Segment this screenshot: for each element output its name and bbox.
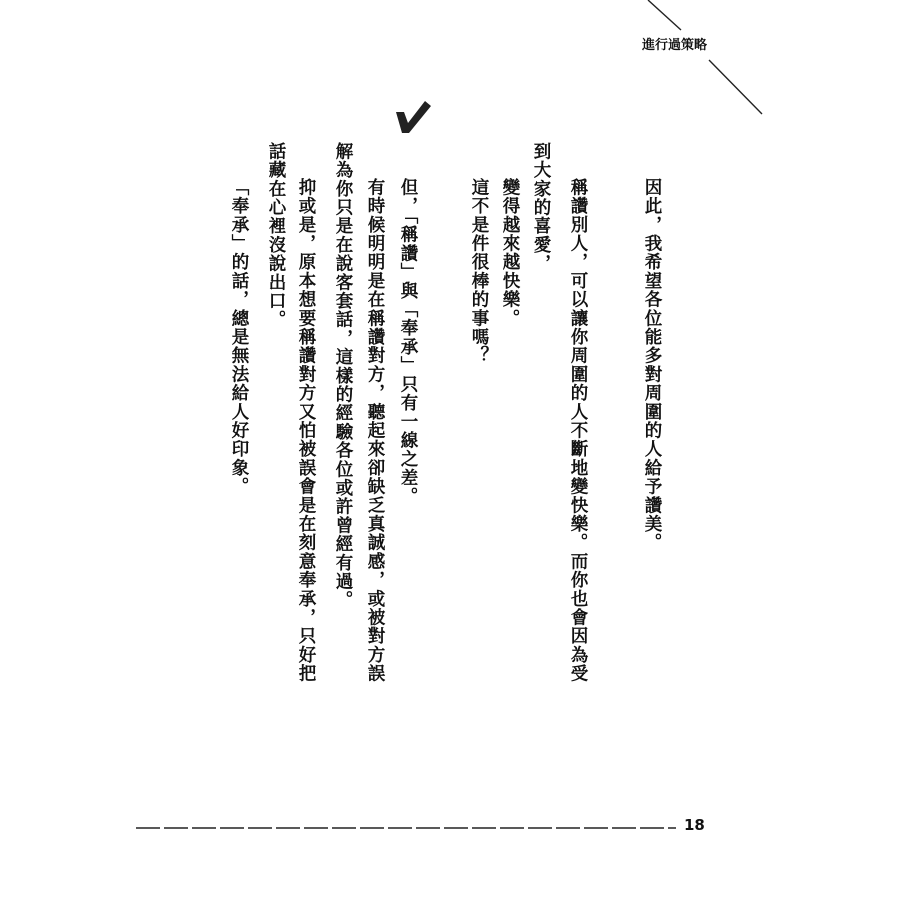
text-column-4: 變得越來越快樂。 — [500, 178, 520, 328]
checkmark-icon — [396, 101, 431, 133]
text-column-5: 這不是件很棒的事嗎？ — [469, 178, 489, 365]
corner-rule-lower — [709, 60, 762, 114]
text-column-6: 但，「稱讚」與「奉承」只有一線之差。 — [398, 178, 418, 506]
page-number: 18 — [684, 816, 705, 834]
text-column-2: 稱讚別人，可以讓你周圍的人不斷地變快樂。而你也會因為受 — [568, 178, 588, 683]
text-column-7: 有時候明明是在稱讚對方，聽起來卻缺乏真誠感，或被對方誤 — [365, 178, 385, 683]
text-column-8: 解為你只是在說客套話，這樣的經驗各位或許曾經有過。 — [333, 142, 353, 610]
corner-rule-upper — [648, 0, 681, 30]
text-column-11: 「奉承」的話，總是無法給人好印象。 — [229, 178, 249, 496]
text-column-10: 話藏在心裡沒說出口。 — [266, 142, 286, 329]
text-column-3: 到大家的喜愛， — [531, 142, 551, 273]
text-column-1: 因此，我希望各位能多對周圍的人給予讚美。 — [642, 178, 662, 552]
text-column-9: 抑或是，原本想要稱讚對方又怕被誤會是在刻意奉承，只好把 — [296, 178, 316, 683]
chapter-title: 進行過策略 — [642, 38, 708, 53]
